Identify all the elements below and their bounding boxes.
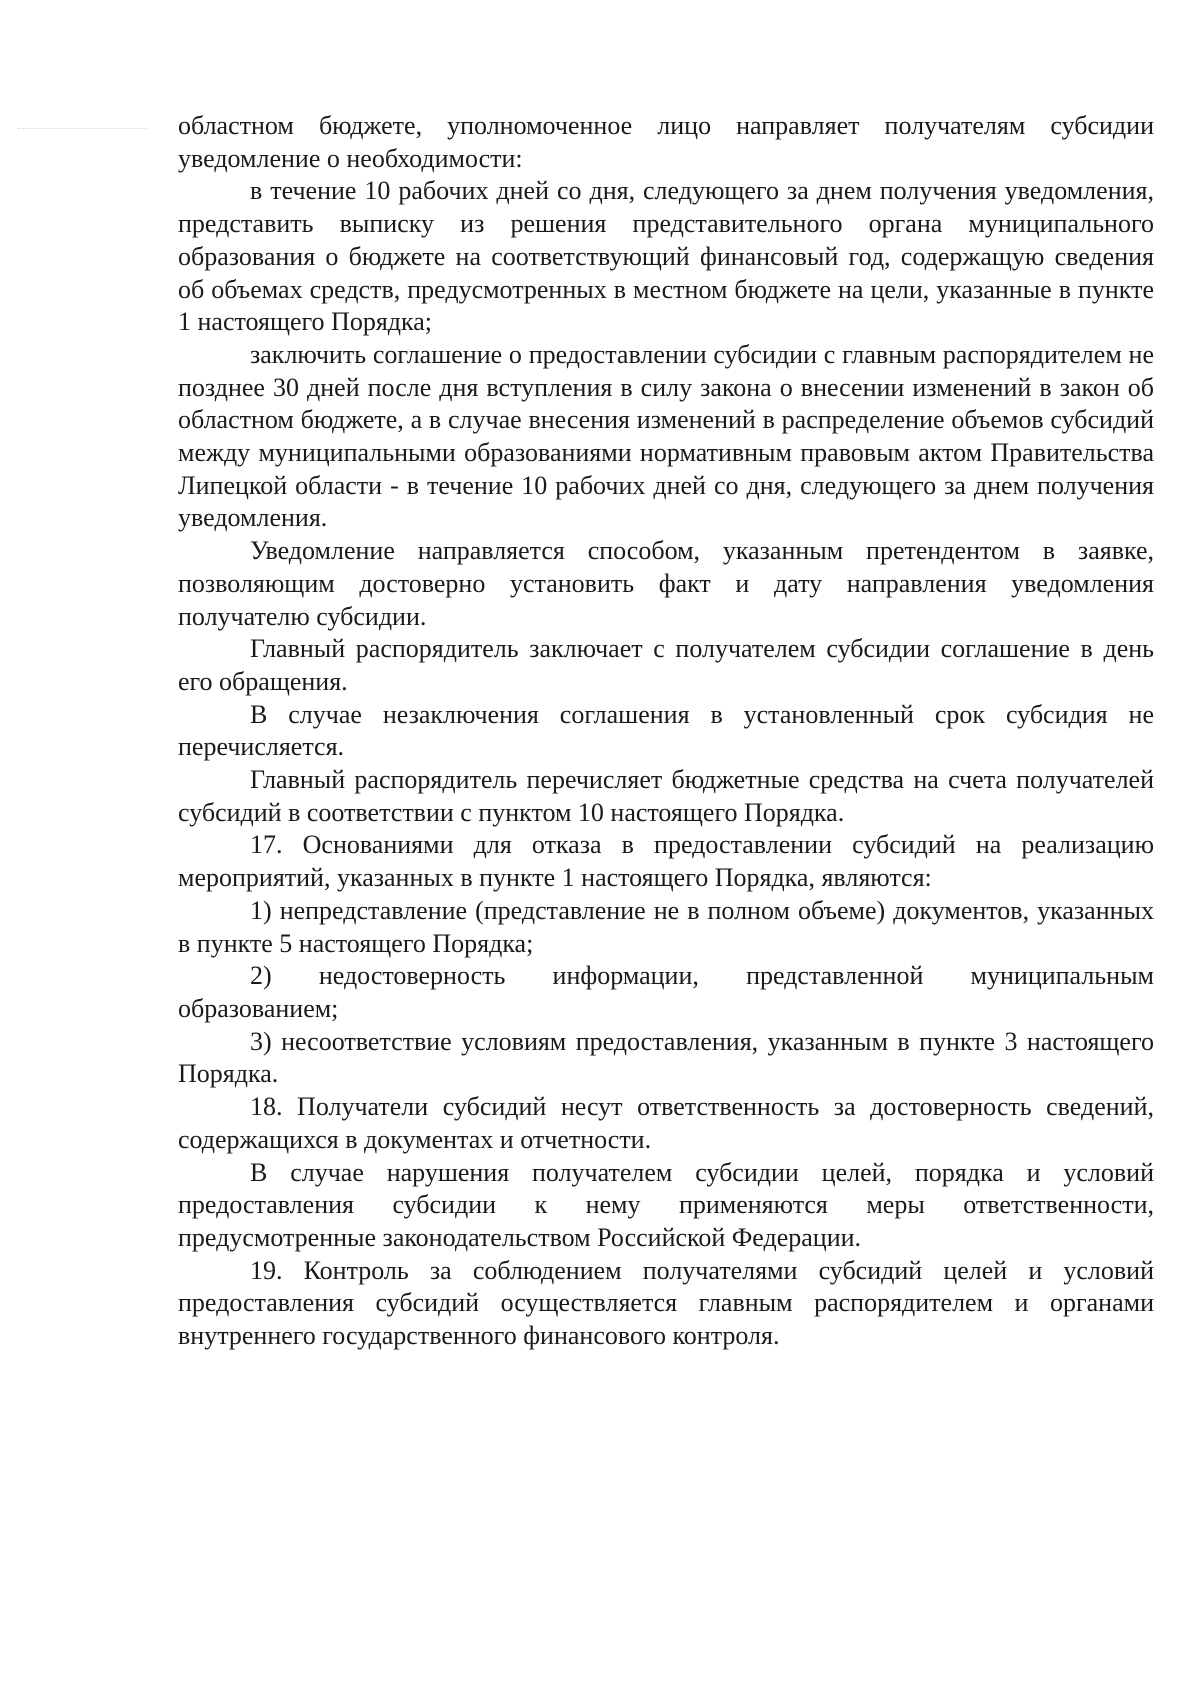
paragraph-conclude-agreement: заключить соглашение о предоставлении субсидии с главным распорядителем не позднее 30 дней после дня вступления в силу закона о внесении изменений в закон об областном бюджете, а в случае внесения изменений в распределение объемов субсидий между муниципальными образованиями нормативным правовым актом Правительства Липецкой области - в течение 10 рабочих дней со дня, следующего за днем получения уведомления. <box>178 339 1154 533</box>
paragraph-item-17-1: 1) непредставление (представление не в полном объеме) документов, указанных в пункте 5 настоящего Порядка; <box>178 895 1154 958</box>
paragraph-agreement-day: Главный распорядитель заключает с получателем субсидии соглашение в день его обращения. <box>178 634 1154 696</box>
paragraph-continuation: областном бюджете, уполномоченное лицо направляет получателям субсидии уведомление о необходимости: <box>178 111 1154 173</box>
paragraph-item-19: 19. Контроль за соблюдением получателями субсидий целей и условий предоставления субсидий осуществляется главным распорядителем и органами внутреннего государственного финансового контроля. <box>178 1255 1154 1351</box>
document-body <box>178 110 1154 1353</box>
paragraph-item-18: 18. Получатели субсидий несут ответственность за достоверность сведений, содержащихся в документах и отчетности. <box>178 1092 1154 1154</box>
scan-artifact <box>18 128 148 131</box>
paragraph-no-agreement: В случае незаключения соглашения в установленный срок субсидия не перечисляется. <box>178 699 1154 762</box>
paragraph-violation: В случае нарушения получателем субсидии целей, порядка и условий предоставления субсидии к нему применяются меры ответственности, предусмотренные законодательством Российской Федерации. <box>178 1157 1154 1252</box>
paragraph-item-17: 17. Основаниями для отказа в предоставлении субсидий на реализацию мероприятий, указанных в пункте 1 настоящего Порядка, являются: <box>178 830 1154 893</box>
paragraph-notification-method: Уведомление направляется способом, указанным претендентом в заявке, позволяющим достоверно установить факт и дату направления уведомления получателю субсидии. <box>178 536 1154 631</box>
paragraph-transfer-funds: Главный распорядитель перечисляет бюджетные средства на счета получателей субсидий в соответствии с пунктом 10 настоящего Порядка. <box>178 765 1154 827</box>
paragraph-item-17-3: 3) несоответствие условиям предоставления, указанным в пункте 3 настоящего Порядка. <box>178 1026 1154 1089</box>
paragraph-item-17-2: 2) недостоверность информации, представленной муниципальным образованием; <box>178 961 1154 1023</box>
paragraph-submit-extract: в течение 10 рабочих дней со дня, следующего за днем получения уведомления, представить выписку из решения представительного органа муниципального образования о бюджете на соответствующий финансовый год, содержащую сведения об объемах средств, предусмотренных в местном бюджете на цели, указанные в пункте 1 настоящего Порядка; <box>178 176 1154 337</box>
